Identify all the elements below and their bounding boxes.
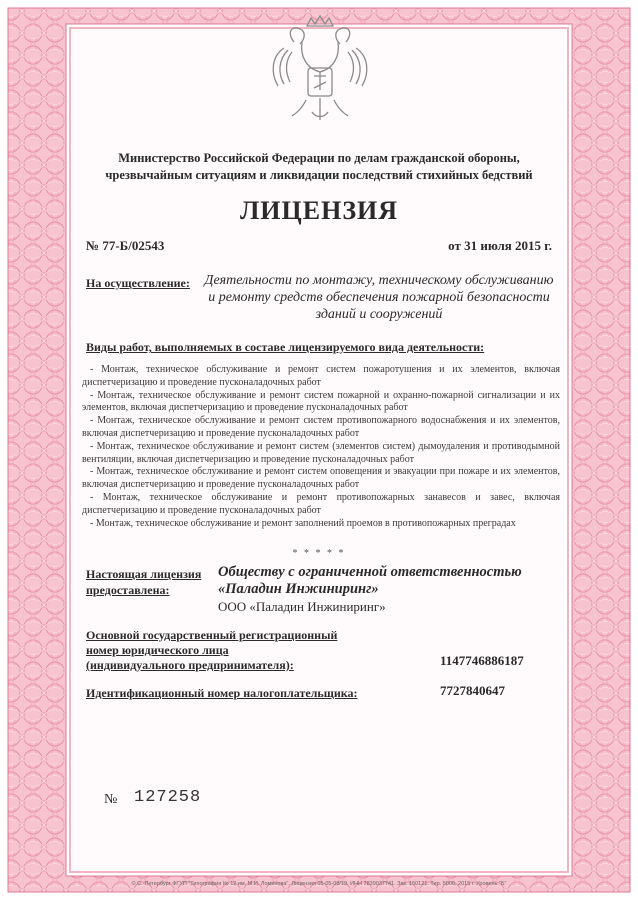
ogrn-label-line-1: Основной государственный регистрационный bbox=[86, 628, 338, 642]
granted-label bbox=[86, 566, 201, 598]
ministry-name bbox=[80, 150, 558, 184]
double-headed-eagle-icon bbox=[262, 12, 378, 128]
list-item: - Монтаж, техническое обслуживание и ремонт систем пожарной и охранно-пожарной сигнализации и их элементов, включая диспетчеризацию и проведение пусконаладочных работ bbox=[82, 389, 560, 414]
list-item: - Монтаж, техническое обслуживание и ремонт систем оповещения и эвакуации при пожаре и их элементов, включая диспетчеризацию и проведение пусконаладочных работ bbox=[82, 466, 560, 491]
serial-number-sign: № bbox=[104, 792, 118, 807]
list-item: - Монтаж, техническое обслуживание и ремонт противопожарных занавесов и завес, включая диспетчеризацию и проведение пусконаладочных работ bbox=[82, 491, 560, 516]
ministry-line-2: чрезвычайным ситуациям и ликвидации последствий стихийных бедствий bbox=[105, 168, 533, 182]
purpose-label: На осуществление: bbox=[86, 276, 190, 290]
granted-label-line-2: предоставлена: bbox=[86, 583, 170, 597]
purpose-text: Деятельности по монтажу, техническому обслуживанию и ремонту средств обеспечения пожарной безопасности зданий и сооружений bbox=[204, 273, 554, 322]
ogrn-value: 1147746886187 bbox=[440, 653, 524, 668]
printer-imprint: © С.-Петербург ФГУП "Типография № 12 им. М.И. Ломинова". Лицензия 05-05-08/19. ИНН 7839037741. Зак. 150121. Тир. 5000. 2015 г. Уровень "Б" bbox=[131, 881, 507, 887]
licensee-name-line-2: «Паладин Инжиниринг» bbox=[218, 581, 379, 597]
list-item: - Монтаж, техническое обслуживание и ремонт систем противопожарного водоснабжения и их элементов, включая диспетчеризацию и проведение пусконаладочных работ bbox=[82, 415, 560, 439]
inn-label: Идентификационный номер налогоплательщика: bbox=[86, 686, 358, 700]
list-item: - Монтаж, техническое обслуживание и ремонт систем пожаротушения и их элементов, включая диспетчеризацию и проведение пусконаладочных работ bbox=[82, 364, 560, 388]
ogrn-label-line-3: (индивидуального предпринимателя): bbox=[86, 658, 294, 672]
ogrn-label-line-2: номер юридического лица bbox=[86, 643, 229, 657]
separator-stars: * * * * * bbox=[292, 548, 346, 559]
list-item: - Монтаж, техническое обслуживание и ремонт заполнений проемов в противопожарных преградах bbox=[90, 517, 516, 529]
license-date: от 31 июля 2015 г. bbox=[448, 238, 552, 253]
works-label: Виды работ, выполняемых в составе лицензируемого вида деятельности: bbox=[86, 340, 485, 354]
document-title: ЛИЦЕНЗИЯ bbox=[239, 196, 399, 225]
license-number: № 77-Б/02543 bbox=[86, 238, 165, 253]
ogrn-label bbox=[86, 628, 337, 673]
licensee-name bbox=[218, 564, 558, 598]
ministry-line-1: Министерство Российской Федерации по делам гражданской обороны, bbox=[118, 151, 520, 165]
serial-number: 127258 bbox=[134, 788, 202, 807]
list-item: - Монтаж, техническое обслуживание и ремонт систем (элементов систем) дымоудаления и противодымной вентиляции, включая диспетчеризацию и проведение пусконаладочных работ bbox=[82, 440, 560, 465]
granted-label-line-1: Настоящая лицензия bbox=[86, 567, 202, 581]
inn-value: 7727840647 bbox=[440, 683, 505, 698]
licensee-short-name: ООО «Паладин Инжиниринг» bbox=[218, 599, 386, 614]
licensee-name-line-1: Обществу с ограниченной ответственностью bbox=[218, 564, 522, 580]
works-list bbox=[82, 364, 560, 530]
